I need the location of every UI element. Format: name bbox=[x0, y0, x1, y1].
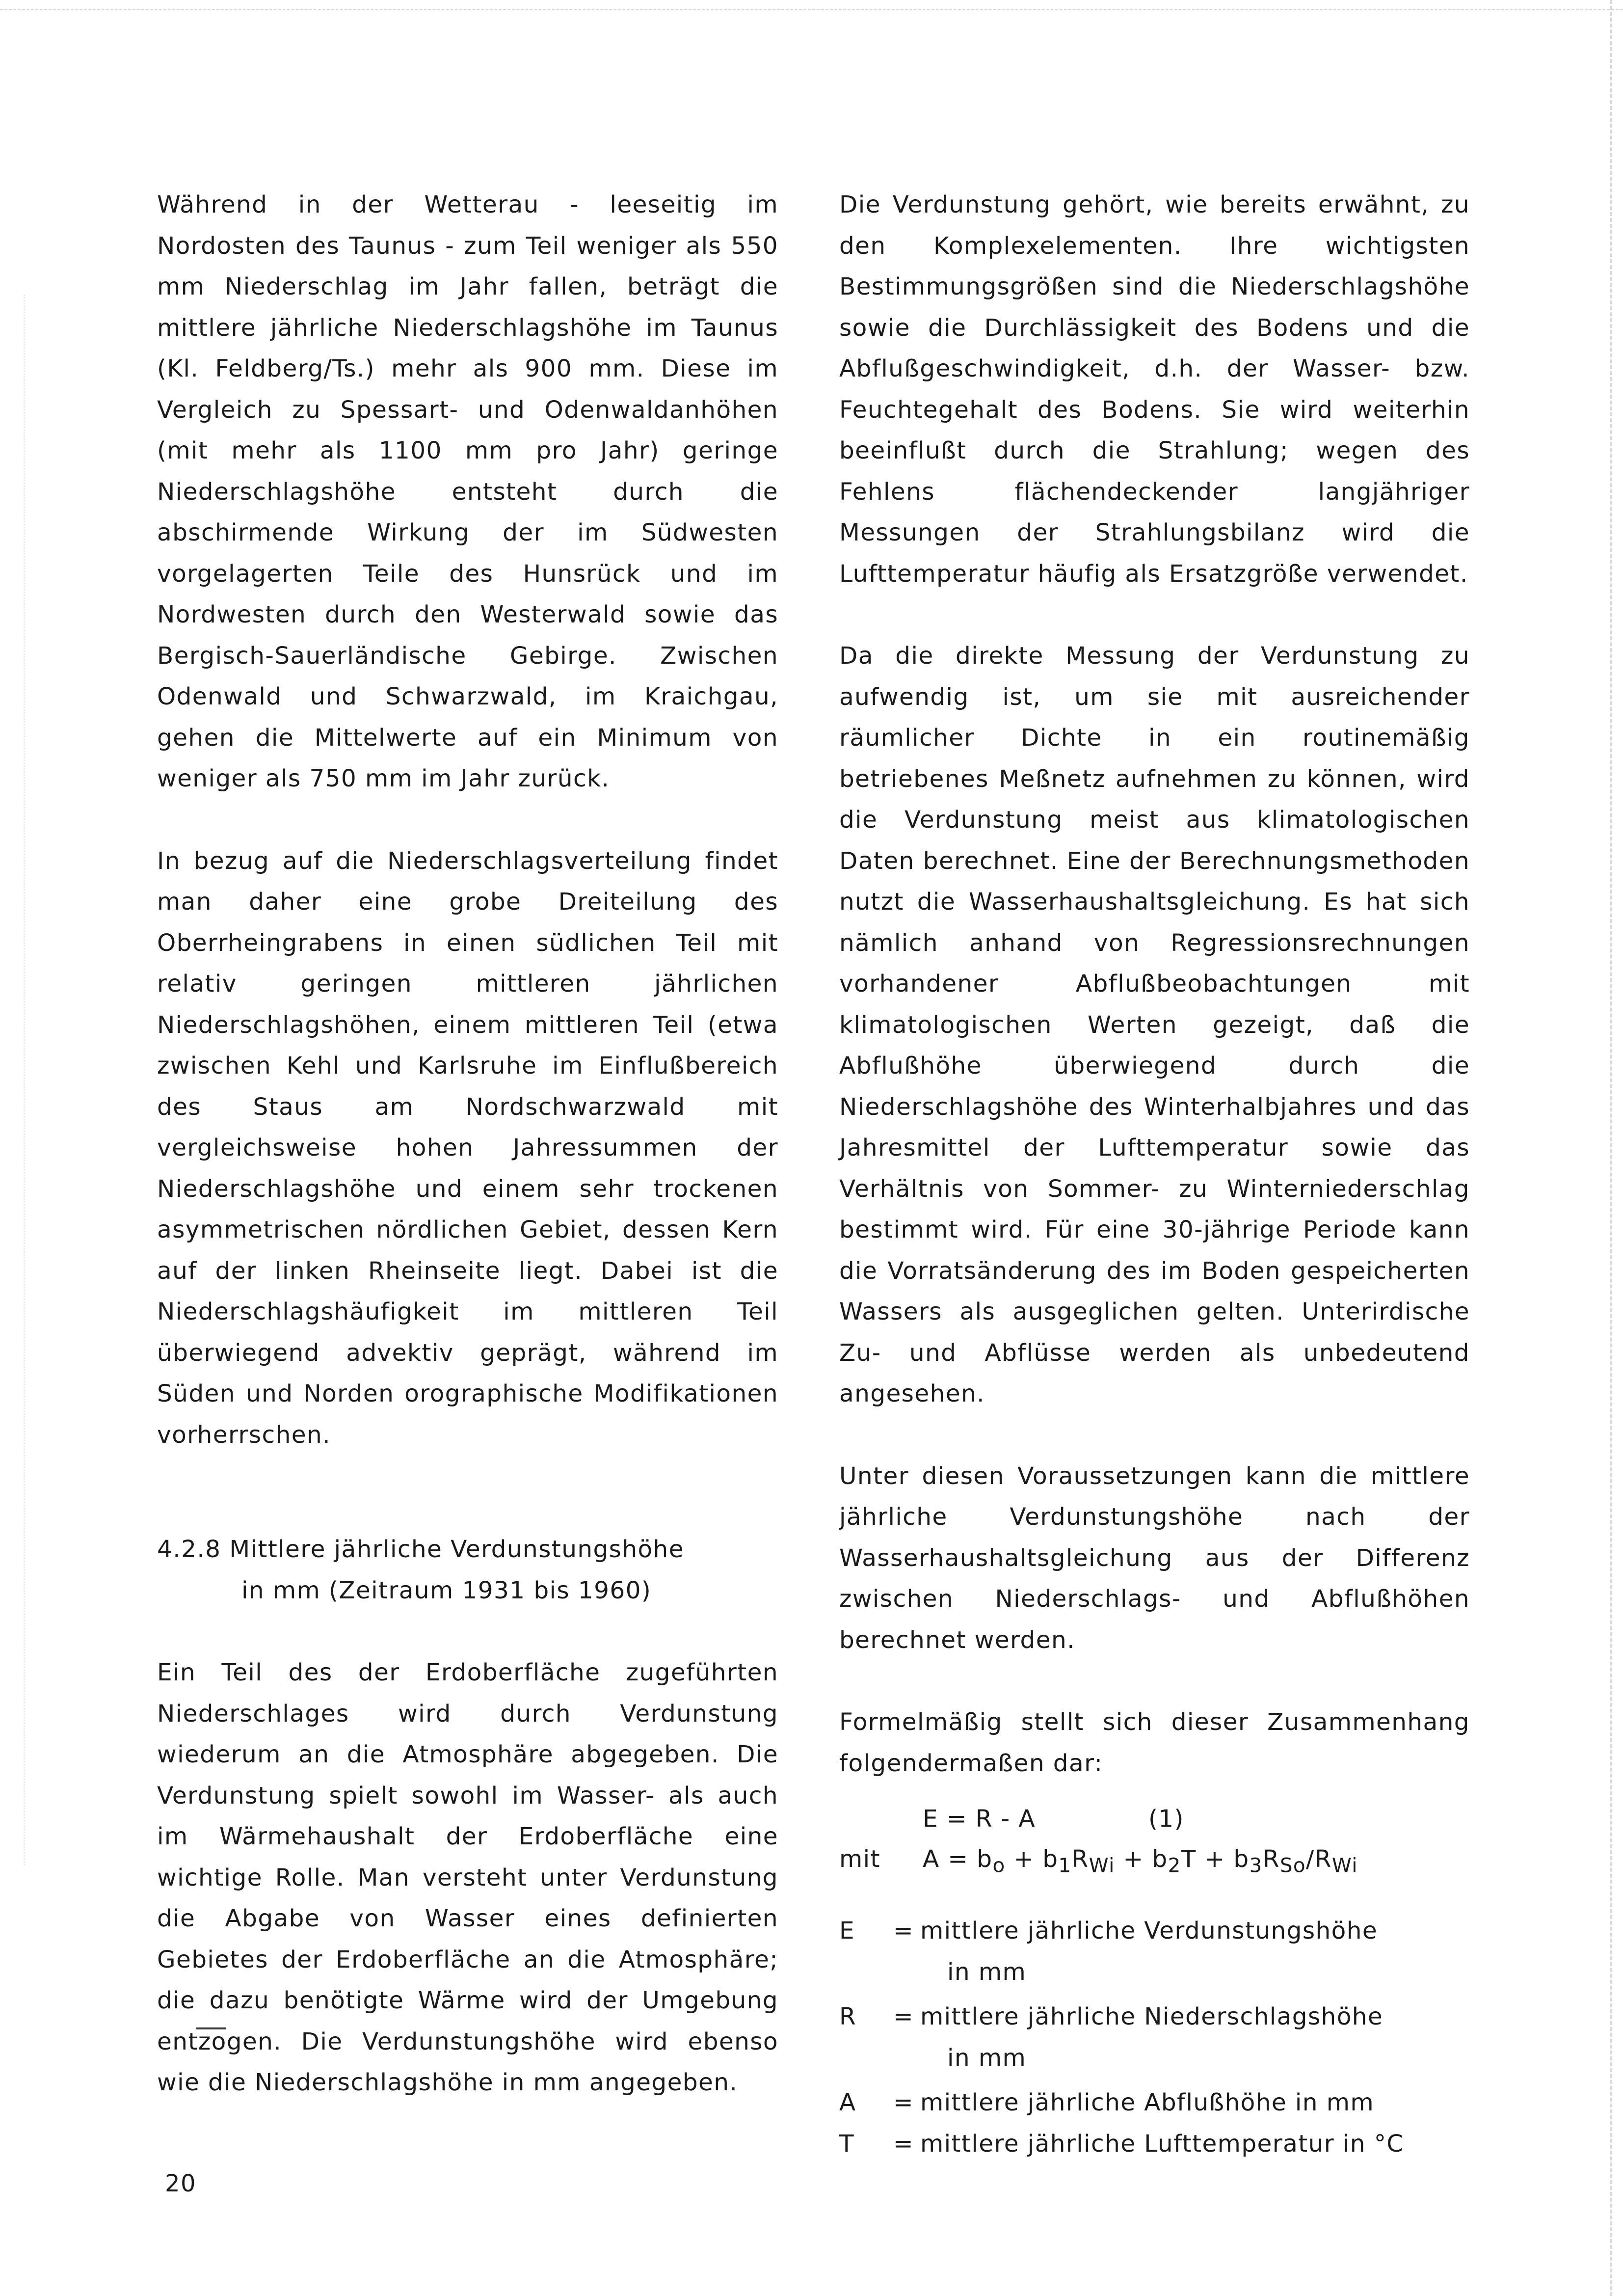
paragraph-evaporation-measurement: Da die direkte Messung der Verdunstung zu aufwendig ist, um sie mit ausreichender räumlicher Dichte in ein routinemäßig betriebenes Meßnetz aufnehmen zu können, wird die Verdunstung meist aus klimatologischen Daten berechnet. Eine der Berechnungsmethoden nutzt die Wasserhaushaltsgleichung. Es hat sich nämlich anhand von Regressionsrechnungen vorhandener Abflußbeobachtungen mit klimatologischen Werten gezeigt, daß die Abflußhöhe überwiegend durch die Niederschlagshöhe des Winterhalbjahres und das Jahresmittel der Lufttemperatur sowie das Verhältnis von Sommer- zu Winterniederschlag bestimmt wird. Für eine 30-jährige Periode kann die Vorratsänderung des im Boden gespeicherten Wassers als ausgeglichen gelten. Unterirdische Zu- und Abflüsse werden als unbedeutend angesehen. bbox=[839, 642, 1470, 1407]
definition-row bbox=[839, 2082, 1470, 2124]
definition-text: mittlere jährliche Verdunstungshöhe bbox=[920, 1917, 1378, 1945]
definition-symbol: R bbox=[839, 2003, 857, 2030]
definition-continuation: in mm bbox=[947, 1958, 1027, 1986]
left-column bbox=[157, 185, 778, 2145]
formula-row-1 bbox=[839, 1799, 1470, 1839]
definition-text: mittlere jährliche Niederschlagshöhe bbox=[920, 2003, 1384, 2030]
paragraph-precipitation-distribution: In bezug auf die Niederschlagsverteilung findet man daher eine grobe Dreiteilung des Oberrheingrabens in einen südlichen Teil mit relativ geringen mittleren jährlichen Niederschlagshöhen, einem mittleren Teil (etwa zwischen Kehl und Karlsruhe im Einflußbereich des Staus am Nordschwarzwald mit vergleichsweise hohen Jahressummen der Niederschlagshöhe und einem sehr trockenen asymmetrischen nördlichen Gebiet, dessen Kern auf der linken Rheinseite liegt. Dabei ist die Niederschlagshäufigkeit im mittleren Teil überwiegend advektiv geprägt, während im Süden und Norden orographische Modifikationen vorherrschen. bbox=[157, 847, 778, 1449]
paragraph-evaporation-factors: Die Verdunstung gehört, wie bereits erwähnt, zu den Komplexelementen. Ihre wichtigsten Bestimmungsgrößen sind die Niederschlagshöhe sowie die Durchlässigkeit des Bodens und die Abflußgeschwindigkeit, d.h. der Wasser- bzw. Feuchtegehalt des Bodens. Sie wird weiterhin beeinflußt durch die Strahlung; wegen des Fehlens flächendeckender langjähriger Messungen der Strahlungsbilanz wird die Lufttemperatur häufig als Ersatzgröße verwendet. bbox=[839, 191, 1470, 588]
definition-text: mittlere jährliche Lufttemperatur in °C bbox=[920, 2130, 1404, 2158]
paragraph-water-balance: Unter diesen Voraussetzungen kann die mittlere jährliche Verdunstungshöhe nach der Wasserhaushaltsgleichung aus der Differenz zwischen Niederschlags- und Abflußhöhen berechnet werden. bbox=[839, 1462, 1470, 1654]
definition-equals: = bbox=[893, 2003, 914, 2030]
definition-continuation: in mm bbox=[947, 2044, 1027, 2072]
scan-edge-top bbox=[0, 9, 1623, 10]
section-heading-line2: in mm (Zeitraum 1931 bis 1960) bbox=[241, 1576, 652, 1604]
smudge-mark bbox=[196, 2027, 226, 2029]
definition-row bbox=[839, 2124, 1470, 2165]
definition-equals: = bbox=[893, 2130, 914, 2158]
paragraph-evaporation-intro: Ein Teil des der Erdoberfläche zugeführten Niederschlages wird durch Verdunstung wiederum an die Atmosphäre abgegeben. Die Verdunstung spielt sowohl im Wasser- als auch im Wärmehaushalt der Erdoberfläche eine wichtige Rolle. Man versteht unter Verdunstung die Abgabe von Wasser eines definierten Gebietes der Erdoberfläche an die Atmosphäre; die dazu benötigte Wärme wird der Umgebung entzogen. Die Verdunstungshöhe wird ebenso wie die Niederschlagshöhe in mm angegeben. bbox=[157, 1659, 778, 2096]
formula-mit-label: mit bbox=[839, 1845, 880, 1873]
scan-edge-left bbox=[24, 295, 25, 1865]
definition-text: mittlere jährliche Abflußhöhe in mm bbox=[920, 2089, 1375, 2116]
definition-row bbox=[839, 1911, 1470, 1993]
scan-edge-right bbox=[1610, 0, 1612, 2296]
definitions-list bbox=[839, 1911, 1470, 2164]
page-number: 20 bbox=[165, 2170, 196, 2197]
definition-symbol: E bbox=[839, 1917, 855, 1945]
section-heading bbox=[157, 1529, 778, 1611]
definition-symbol: T bbox=[839, 2130, 855, 2158]
right-column bbox=[839, 185, 1470, 2164]
paragraph-formula-intro: Formelmäßig stellt sich dieser Zusammenhang folgendermaßen dar: bbox=[839, 1708, 1470, 1777]
definition-equals: = bbox=[893, 2089, 914, 2116]
formula-eq1-number: (1) bbox=[1148, 1805, 1184, 1833]
formula-eq2: $A = b_o + b_1R_{Wi} + b_2T + b_3R_{So}/R_{Wi}$ bbox=[923, 1845, 1358, 1877]
section-heading-line1: 4.2.8 Mittlere jährliche Verdunstungshöhe bbox=[157, 1536, 684, 1563]
paragraph-precipitation-taunus: Während in der Wetterau - leeseitig im Nordosten des Taunus - zum Teil weniger als 550 mm Niederschlag im Jahr fallen, beträgt die mittlere jährliche Niederschlagshöhe im Taunus (Kl. Feldberg/Ts.) mehr als 900 mm. Diese im Vergleich zu Spessart- und Odenwaldanhöhen (mit mehr als 1100 mm pro Jahr) geringe Niederschlagshöhe entsteht durch die abschirmende Wirkung der im Südwesten vorgelagerten Teile des Hunsrück und im Nordwesten durch den Westerwald sowie das Bergisch-Sauerländische Gebirge. Zwischen Odenwald und Schwarzwald, im Kraichgau, gehen die Mittelwerte auf ein Minimum von weniger als 750 mm im Jahr zurück. bbox=[157, 191, 778, 792]
definition-symbol: A bbox=[839, 2089, 856, 2116]
definition-row bbox=[839, 1997, 1470, 2079]
formula-eq1: E = R - A bbox=[923, 1805, 1036, 1833]
formula-block bbox=[839, 1799, 1470, 1879]
formula-row-2 bbox=[839, 1839, 1470, 1879]
definition-equals: = bbox=[893, 1917, 914, 1945]
